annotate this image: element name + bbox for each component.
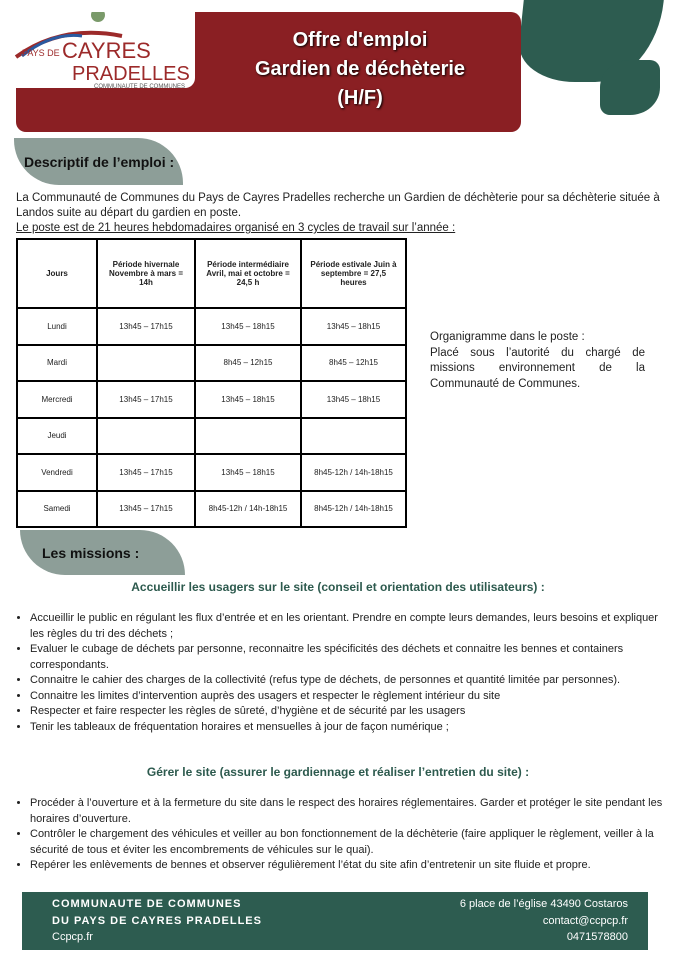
schedule-cell: 13h45 – 18h15 xyxy=(301,381,406,418)
day-cell: Mardi xyxy=(17,345,97,382)
section-heading-missions: Les missions : xyxy=(20,530,185,575)
schedule-cell xyxy=(195,418,301,455)
title-line: Gardien de déchèterie xyxy=(254,58,466,80)
schedule-cell: 8h45 – 12h15 xyxy=(195,345,301,382)
schedule-table xyxy=(16,238,407,528)
list-item: • Procéder à l’ouverture et à la fermeture du site dans le respect des horaires réglementaires. Garder et protéger le site pendant les horaires d’ouverture. xyxy=(30,796,670,827)
table-row xyxy=(17,491,406,528)
intro-text xyxy=(16,191,666,236)
header-cell: Jours xyxy=(17,239,97,308)
table-row xyxy=(17,454,406,491)
list-item: • Tenir les tableaux de fréquentation horaires et mensuelles à jour de façon numérique ; xyxy=(30,720,670,736)
list-item: • Connaitre le cahier des charges de la collectivité (refus type de déchets, de personnes et quantité limitée par personnes). xyxy=(30,673,670,689)
footer-website-link[interactable]: Ccpcp.fr xyxy=(52,931,93,943)
table-header-row xyxy=(17,239,406,308)
missions-list-gerer xyxy=(30,796,670,874)
schedule-cell: 13h45 – 17h15 xyxy=(97,454,195,491)
footer xyxy=(22,892,648,950)
section-heading-descriptif: Descriptif de l’emploi : xyxy=(14,138,183,185)
organigramme xyxy=(430,330,645,392)
schedule-cell: 8h45 – 12h15 xyxy=(301,345,406,382)
list-item: • Repérer les enlèvements de bennes et observer régulièrement l’état du site afin d’entretenir un site fluide et propre. xyxy=(30,858,670,874)
footer-org-line: COMMUNAUTE DE COMMUNES xyxy=(52,898,242,910)
schedule-cell: 13h45 – 17h15 xyxy=(97,491,195,528)
list-item: • Accueillir le public en régulant les flux d’entrée et en les orientant. Prendre en compte leurs demandes, leurs besoins et expliquer les règles du tri des déchets ; xyxy=(30,611,670,642)
page-title xyxy=(200,26,520,113)
schedule-cell: 13h45 – 18h15 xyxy=(195,308,301,345)
footer-org xyxy=(52,896,262,946)
day-cell: Samedi xyxy=(17,491,97,528)
intro-paragraph-hours: Le poste est de 21 heures hebdomadaires organisé en 3 cycles de travail sur l’année : xyxy=(16,222,456,234)
day-cell: Vendredi xyxy=(17,454,97,491)
organigramme-title: Organigramme dans le poste : xyxy=(430,331,585,343)
schedule-cell xyxy=(97,345,195,382)
schedule-cell xyxy=(301,418,406,455)
table-row xyxy=(17,418,406,455)
schedule-cell: 13h45 – 17h15 xyxy=(97,308,195,345)
schedule-cell: 8h45-12h / 14h-18h15 xyxy=(301,454,406,491)
svg-text:CAYRES: CAYRES xyxy=(62,38,151,63)
header-cell: Période intermédiaire Avril, mai et octobre = 24,5 h xyxy=(195,239,301,308)
header-cell: Période estivale Juin à septembre = 27,5 heures xyxy=(301,239,406,308)
logo xyxy=(12,12,195,88)
schedule-cell xyxy=(97,418,195,455)
intro-paragraph: La Communauté de Communes du Pays de Cayres Pradelles recherche un Gardien de déchèterie pour sa déchèterie située à Landos suite au départ du gardien en poste. xyxy=(16,192,660,219)
list-item: • Connaitre les limites d’intervention auprès des usagers et respecter le règlement intérieur du site xyxy=(30,689,670,705)
header-cell: Période hivernale Novembre à mars = 14h xyxy=(97,239,195,308)
list-item: • Evaluer le cubage de déchets par personne, reconnaitre les spécificités des déchets et connaitre les bennes et containers correspondants. xyxy=(30,642,670,673)
day-cell: Jeudi xyxy=(17,418,97,455)
footer-phone: 0471578800 xyxy=(566,931,628,943)
organigramme-text: Placé sous l’autorité du chargé de missions environnement de la Communauté de Communes. xyxy=(430,346,645,390)
decorative-leaf-shape-small xyxy=(600,60,660,115)
footer-email-link[interactable]: contact@ccpcp.fr xyxy=(542,914,628,927)
day-cell: Lundi xyxy=(17,308,97,345)
schedule-cell: 8h45-12h / 14h-18h15 xyxy=(195,491,301,528)
schedule-cell: 13h45 – 18h15 xyxy=(301,308,406,345)
table-row xyxy=(17,381,406,418)
footer-address: 6 place de l’église 43490 Costaros xyxy=(459,898,628,910)
schedule-cell: 13h45 – 18h15 xyxy=(195,454,301,491)
title-line: (H/F) xyxy=(337,87,383,109)
schedule-cell: 13h45 – 17h15 xyxy=(97,381,195,418)
footer-contact xyxy=(460,896,628,946)
title-line: Offre d'emploi xyxy=(292,29,428,51)
table-row xyxy=(17,345,406,382)
footer-org-line: DU PAYS DE CAYRES PRADELLES xyxy=(52,914,262,927)
day-cell: Mercredi xyxy=(17,381,97,418)
svg-text:COMMUNAUTE DE COMMUNES: COMMUNAUTE DE COMMUNES xyxy=(94,84,185,88)
missions-subheading-accueil: Accueillir les usagers sur le site (conseil et orientation des utilisateurs) : xyxy=(131,580,545,594)
missions-list-accueil xyxy=(30,611,670,735)
list-item: • Respecter et faire respecter les règles de sûreté, d’hygiène et de sécurité par les usagers xyxy=(30,704,670,720)
schedule-cell: 8h45-12h / 14h-18h15 xyxy=(301,491,406,528)
logo-graphic xyxy=(12,12,195,88)
table-row xyxy=(17,308,406,345)
list-item: • Contrôler le chargement des véhicules et veiller au bon fonctionnement de la déchèterie (faire appliquer le règlement, veiller à la sécurité de tous et éviter les encombrements de véhicules sur le quai). xyxy=(30,827,670,858)
svg-text:PRADELLES: PRADELLES xyxy=(72,63,190,85)
svg-text:PAYS DE: PAYS DE xyxy=(22,48,60,58)
missions-subheading-gerer: Gérer le site (assurer le gardiennage et réaliser l’entretien du site) : xyxy=(146,765,530,779)
schedule-cell: 13h45 – 18h15 xyxy=(195,381,301,418)
